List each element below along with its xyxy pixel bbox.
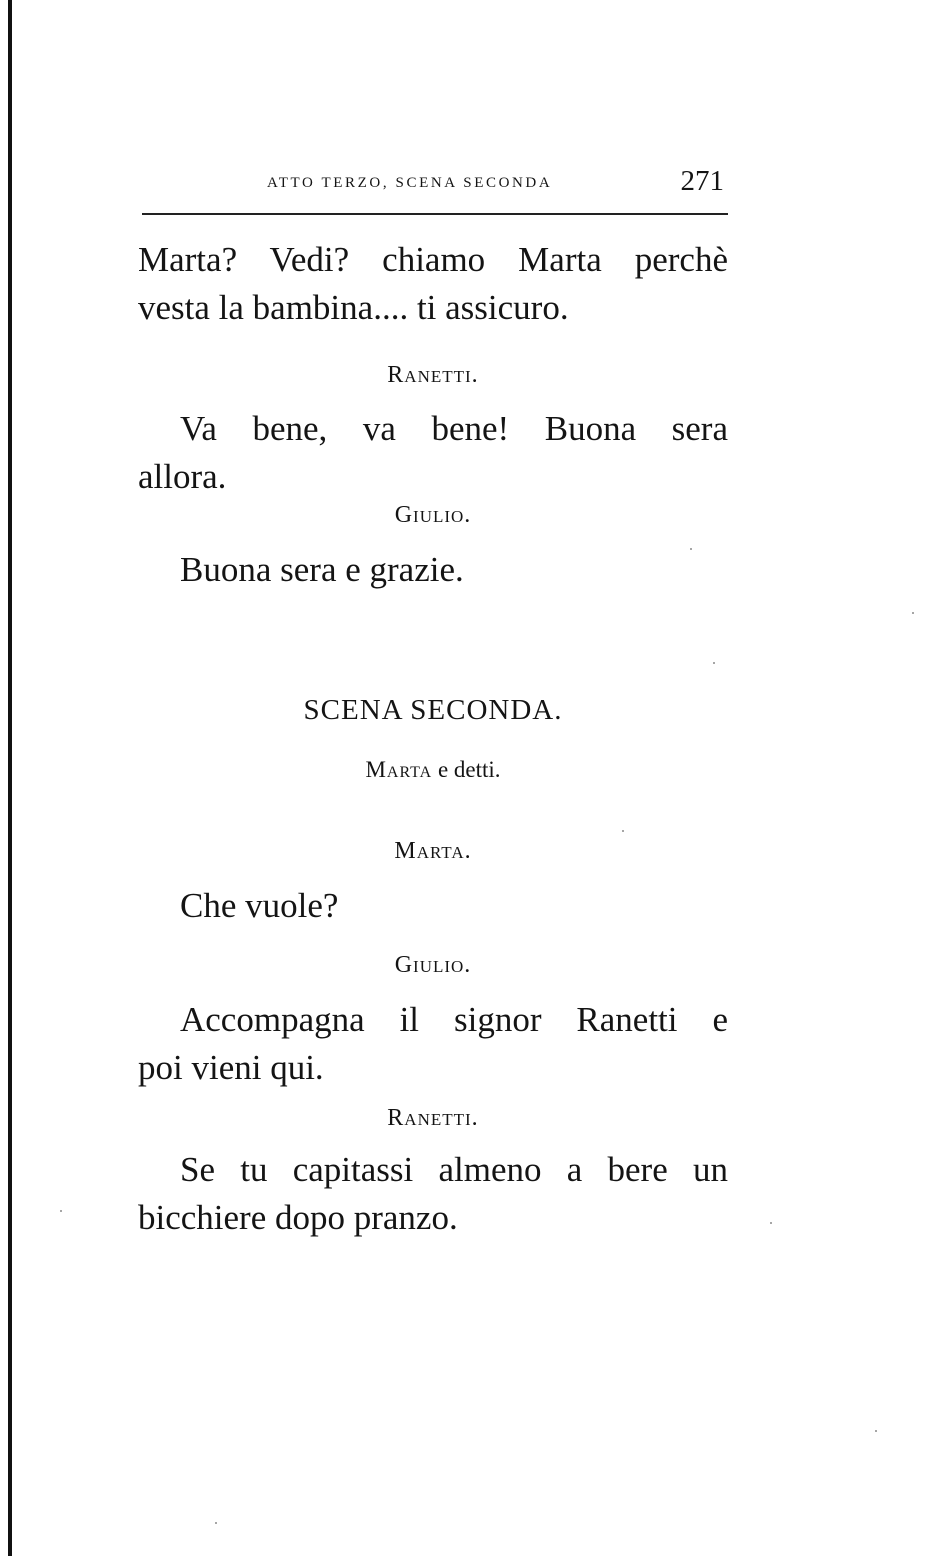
- speaker-name: Ranetti.: [387, 1105, 479, 1131]
- text-line: Marta? Vedi? chiamo Marta perchè: [138, 240, 728, 279]
- text-line: Va bene, va bene! Buona sera: [180, 409, 728, 448]
- page-number: 271: [680, 165, 724, 197]
- paper-speck: [912, 612, 914, 614]
- paper-speck: [622, 830, 624, 832]
- scene-cast: [138, 757, 728, 783]
- text-line: Buona sera e grazie.: [180, 550, 464, 589]
- text-line: Che vuole?: [180, 886, 339, 925]
- text-line: bicchiere dopo pranzo.: [138, 1198, 458, 1237]
- paper-speck: [770, 1222, 772, 1224]
- scene-cast-name: Marta: [365, 757, 433, 782]
- speaker-name: Ranetti.: [387, 362, 479, 388]
- header-rule: [142, 213, 728, 215]
- speaker-name: Giulio.: [394, 952, 472, 978]
- running-title: ATTO TERZO, SCENA SECONDA: [267, 175, 553, 191]
- text-line: allora.: [138, 457, 227, 496]
- speaker-name: Marta.: [394, 838, 472, 864]
- speaker-name: Giulio.: [394, 502, 472, 528]
- scene-title: SCENA SECONDA.: [303, 694, 563, 726]
- text-line: Se tu capitassi almeno a bere un: [180, 1150, 728, 1189]
- paper-speck: [875, 1430, 877, 1432]
- text-line: Accompagna il signor Ranetti e: [180, 1000, 728, 1039]
- scene-cast-rest: e detti.: [437, 757, 501, 782]
- paper-speck: [60, 1210, 62, 1212]
- text-line: vesta la bambina.... ti assicuro.: [138, 288, 569, 327]
- paper-speck: [215, 1522, 217, 1524]
- paper-speck: [713, 662, 715, 664]
- running-head: [140, 165, 728, 205]
- book-spine-edge: [8, 0, 12, 1556]
- text-line: poi vieni qui.: [138, 1048, 324, 1087]
